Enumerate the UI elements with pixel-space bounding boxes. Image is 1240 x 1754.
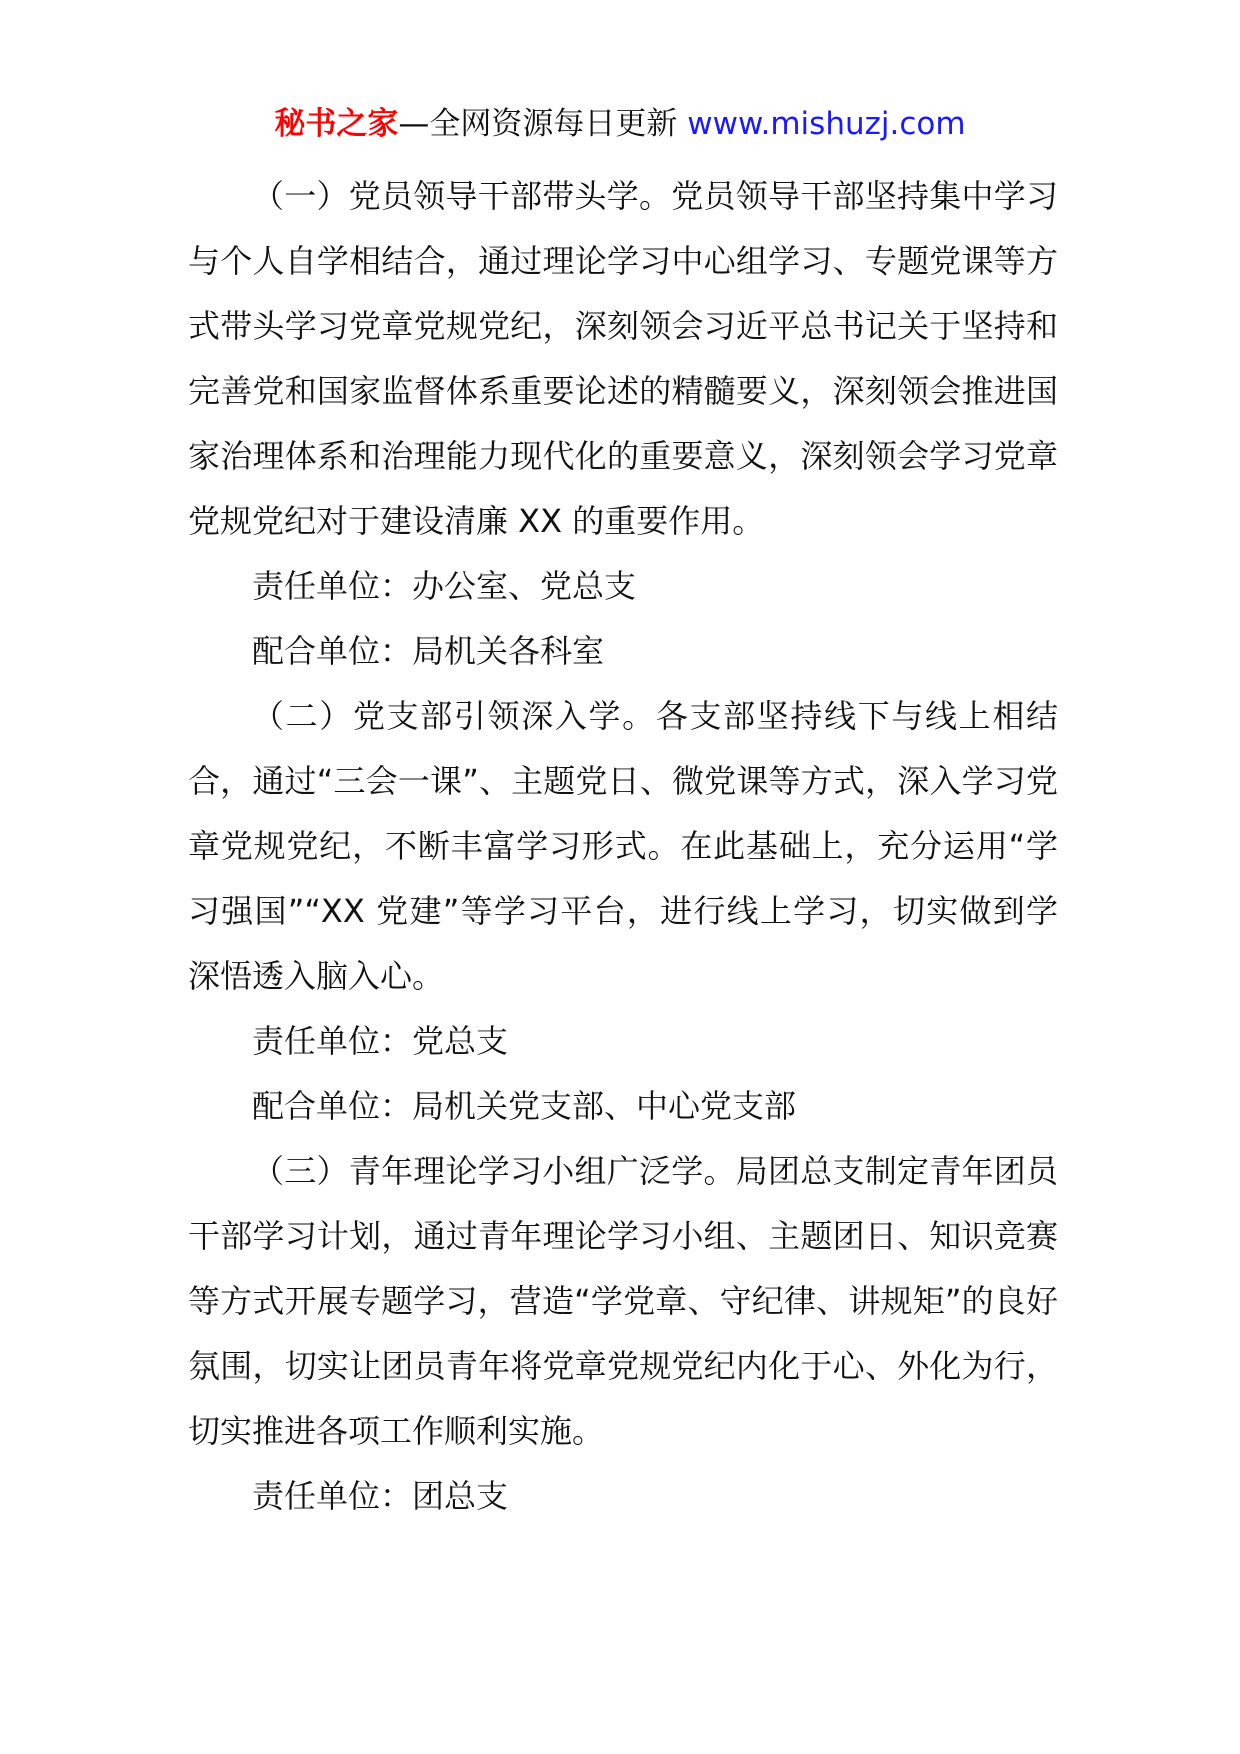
responsible-unit-2: 责任单位：党总支 [252,1022,509,1060]
paragraph-party-leaders-study: （一）党员领导干部带头学。党员领导干部坚持集中学习与个人自学相结合，通过理论学习中心组学习、专题党课等方式带头学习党章党规党纪，深刻领会习近平总书记关于坚持和完善党和国家监督体系重要论述的精髓要义，深刻领会推进国家治理体系和治理能力现代化的重要意义，深刻领会学习党章党规党纪对于建设清廉 XX 的重要作用。 [188,177,1058,540]
site-url-link[interactable]: www.mishuzj.com [687,106,966,142]
site-tagline: —全网资源每日更新 [398,106,678,142]
site-header [0,100,1240,148]
paragraph-branch-study: （二）党支部引领深入学。各支部坚持线下与线上相结合，通过“三会一课”、主题党日、微党课等方式，深入学习党章党规党纪，不断丰富学习形式。在此基础上，充分运用“学习强国”“XX 党建”等学习平台，进行线上学习，切实做到学深悟透入脑入心。 [188,697,1058,995]
document-body [188,164,1058,1529]
responsible-unit-1: 责任单位：办公室、党总支 [252,567,637,605]
cooperating-unit-2: 配合单位：局机关党支部、中心党支部 [252,1087,797,1125]
paragraph-youth-study: （三）青年理论学习小组广泛学。局团总支制定青年团员干部学习计划，通过青年理论学习小组、主题团日、知识竞赛等方式开展专题学习，营造“学党章、守纪律、讲规矩”的良好氛围，切实让团员青年将党章党规党纪内化于心、外化为行，切实推进各项工作顺利实施。 [188,1152,1058,1450]
responsible-unit-3: 责任单位：团总支 [252,1477,509,1515]
cooperating-unit-1: 配合单位：局机关各科室 [252,632,605,670]
site-brand: 秘书之家 [274,106,399,142]
